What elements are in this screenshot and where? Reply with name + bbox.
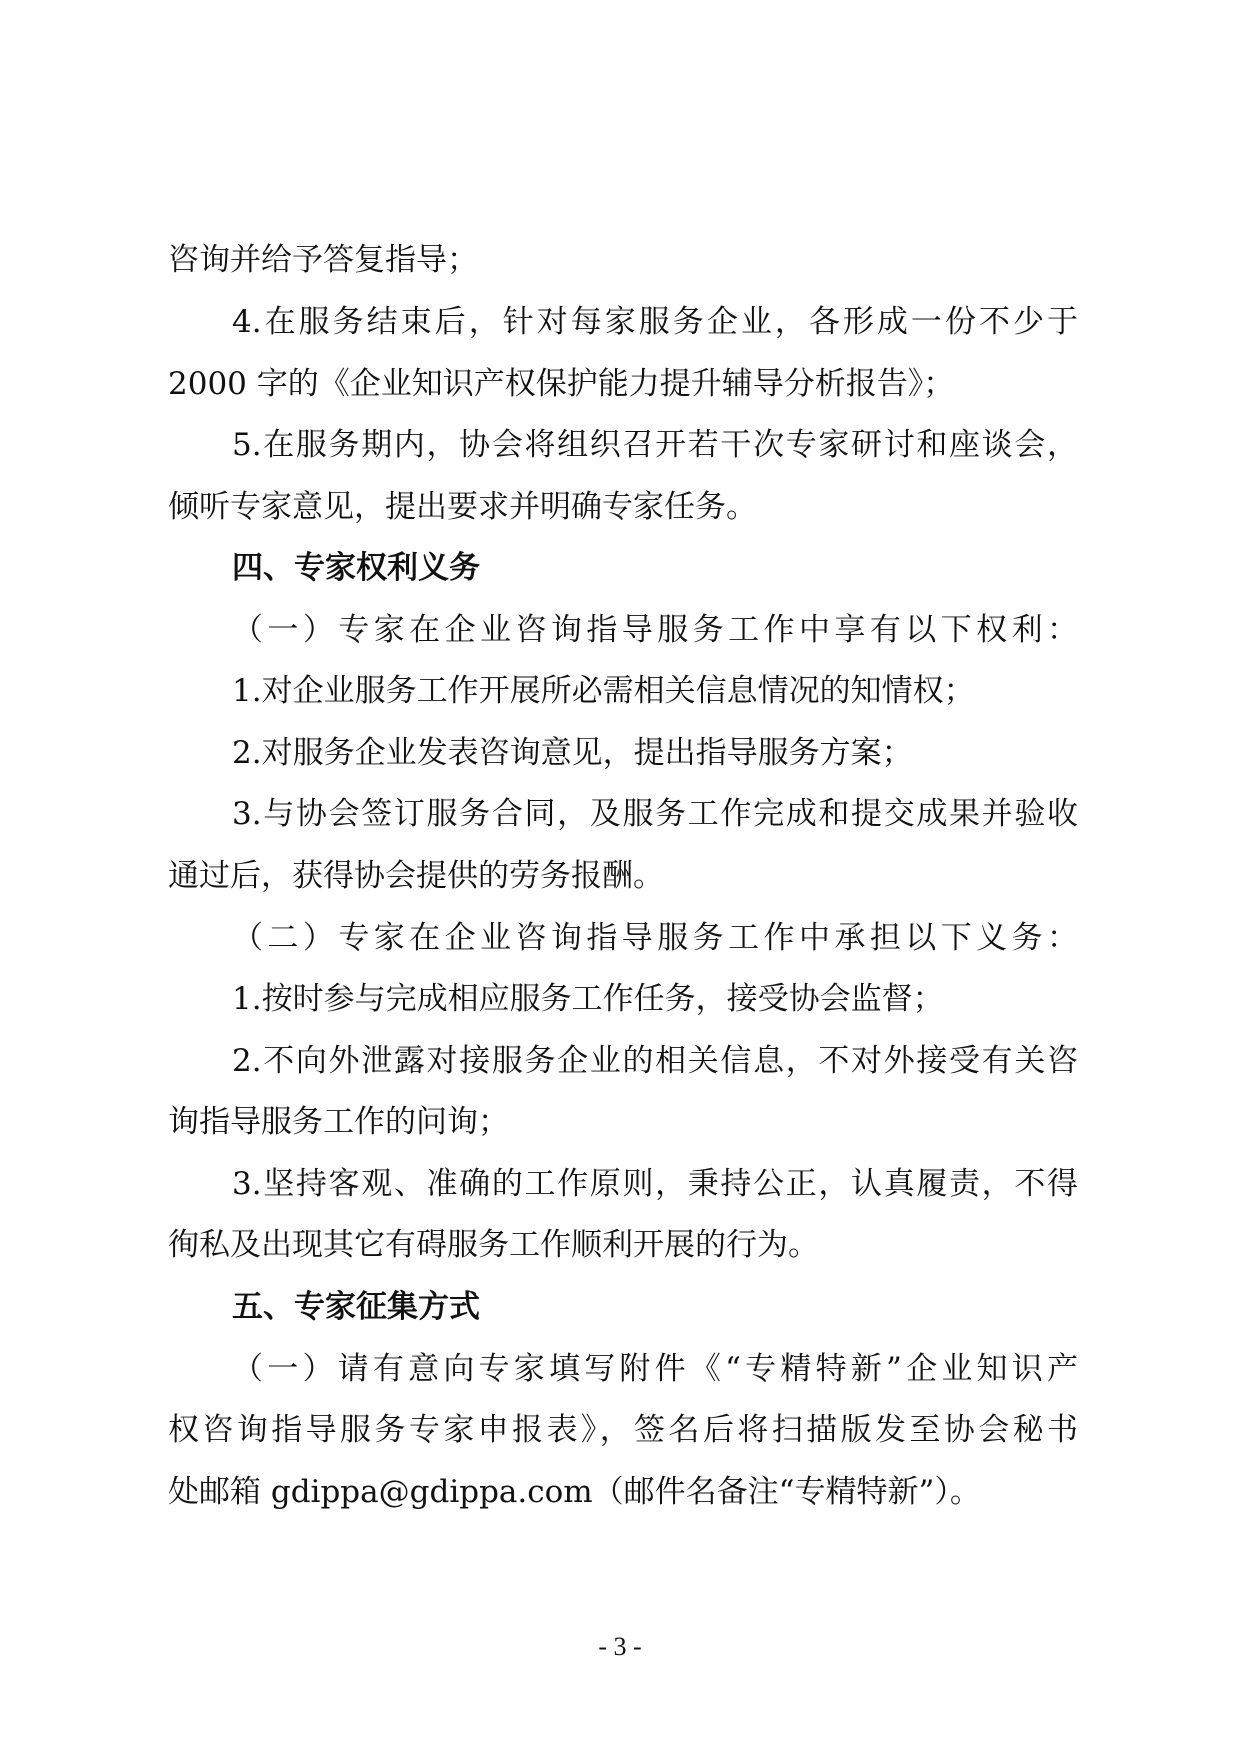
subsection-heading: （二）专家在企业咨询指导服务工作中承担以下义务： [232,920,1078,956]
paragraph-line: 2.不向外泄露对接服务企业的相关信息，不对外接受有关咨 [232,1043,1078,1079]
paragraph-line: 3.坚持客观、准确的工作原则，秉持公正，认真履责，不得 [232,1166,1078,1202]
paragraph-line: 徇私及出现其它有碍服务工作顺利开展的行为。 [168,1227,819,1263]
section-heading: 五、专家征集方式 [232,1289,480,1325]
paragraph-line: 1.按时参与完成相应服务工作任务，接受协会监督； [232,981,944,1017]
paragraph-line: 3.与协会签订服务合同，及服务工作完成和提交成果并验收 [232,796,1078,832]
paragraph-line: 咨询并给予答复指导； [168,242,478,278]
paragraph-line: 2000 字的《企业知识产权保护能力提升辅导分析报告》； [168,366,955,402]
paragraph-line: 4.在服务结束后，针对每家服务企业，各形成一份不少于 [232,304,1078,340]
paragraph-line: 询指导服务工作的问询； [168,1104,509,1140]
paragraph-line: 倾听专家意见，提出要求并明确专家任务。 [168,489,757,525]
paragraph-line: 处邮箱 gdippa@gdippa.com（邮件名备注“专精特新”）。 [168,1474,981,1510]
paragraph-line: 权咨询指导服务专家申报表》，签名后将扫描版发至协会秘书 [168,1412,1078,1448]
paragraph-line: 1.对企业服务工作开展所必需相关信息情况的知情权； [232,673,975,709]
paragraph-line: 通过后，获得协会提供的劳务报酬。 [168,858,664,894]
subsection-heading: （一）专家在企业咨询指导服务工作中享有以下权利： [232,612,1078,648]
paragraph-line: 5.在服务期内，协会将组织召开若干次专家研讨和座谈会， [232,427,1078,463]
section-heading: 四、专家权利义务 [232,550,480,586]
paragraph-line: （一）请有意向专家填写附件《“专精特新”企业知识产 [232,1351,1078,1387]
page-number: - 3 - [598,1632,642,1661]
paragraph-line: 2.对服务企业发表咨询意见，提出指导服务方案； [232,735,913,771]
